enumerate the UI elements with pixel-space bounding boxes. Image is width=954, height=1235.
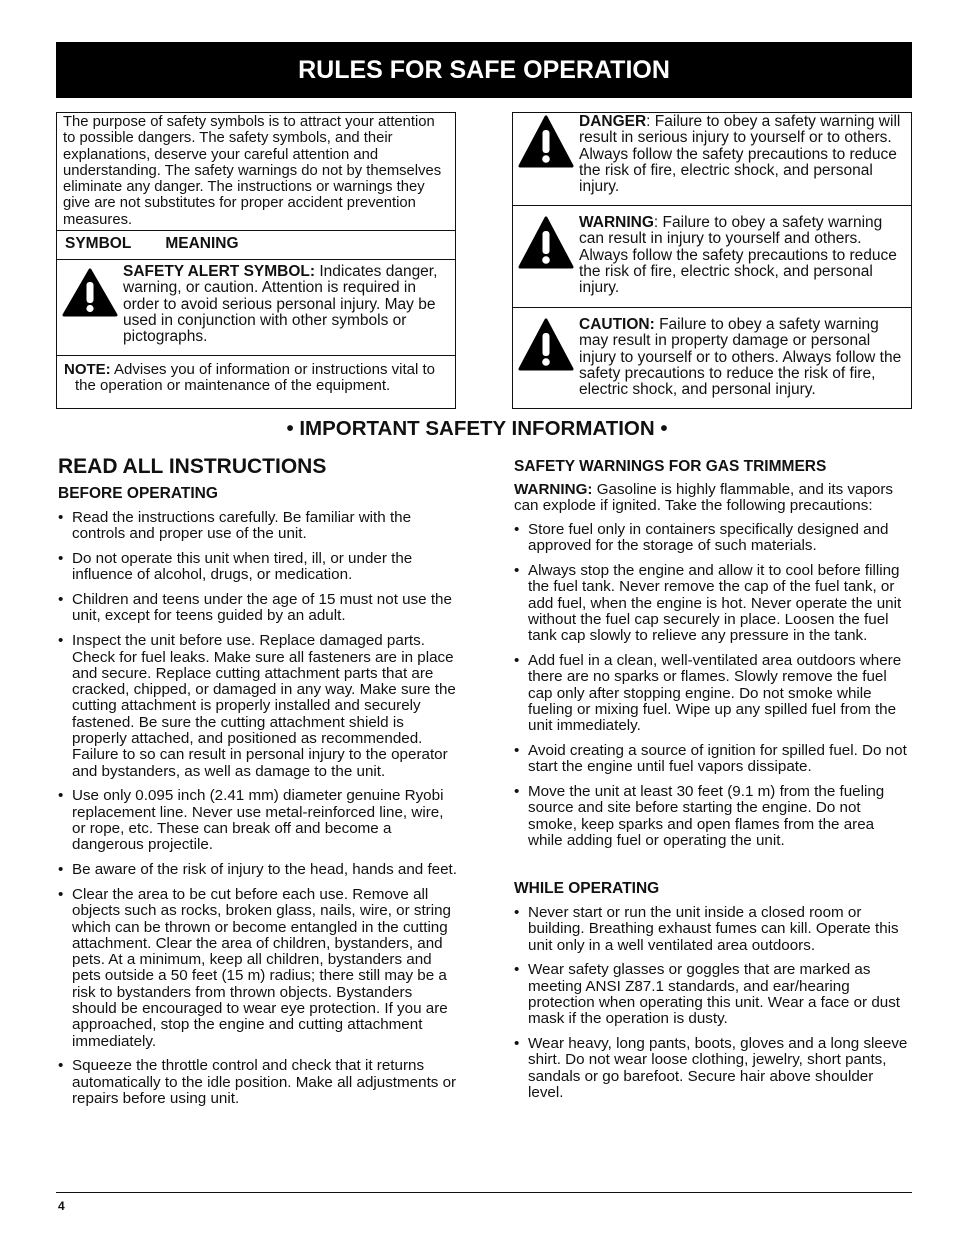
list-item: • Be aware of the risk of injury to the head, hands and feet. xyxy=(58,862,458,878)
list-item: • Inspect the unit before use. Replace damaged parts. Check for fuel leaks. Make sure all fasteners are in place and secure. Replace cutting attachment parts that are cracked, chipped, or damaged in any way. Make sure the cutting attachment is properly installed and securely fastened. Be sure the cutting attachment shield is properly attached, and positioned as recommended. Failure to so can result in personal injury to the operator and bystanders, as well as damage to the unit. xyxy=(58,633,458,780)
col-symbol: SYMBOL xyxy=(65,235,132,252)
before-operating-heading: BEFORE OPERATING xyxy=(58,485,218,502)
caution-label: CAUTION: xyxy=(579,316,655,333)
warning-alert-icon xyxy=(513,206,579,307)
warning-row xyxy=(513,205,911,307)
list-item: • Squeeze the throttle control and check that it returns automatically to the idle position. Make all adjustments or repairs before using unit. xyxy=(58,1058,458,1107)
note-label: NOTE: xyxy=(64,361,111,378)
while-operating-list xyxy=(514,905,912,1110)
symbol-table-header xyxy=(57,230,455,259)
warning-label: WARNING xyxy=(579,214,654,231)
list-item: • Wear heavy, long pants, boots, gloves and a long sleeve shirt. Do not wear loose clothing, jewelry, short pants, sandals or go barefoot. Secure hair above shoulder level. xyxy=(514,1036,912,1101)
danger-row xyxy=(513,113,911,205)
caution-alert-icon xyxy=(513,308,579,408)
warning-sep: : xyxy=(653,214,659,231)
list-item: • Never start or run the unit inside a closed room or building. Breathing exhaust fumes can kill. Operate this unit only in a well ventilated area outdoors. xyxy=(514,905,912,954)
col-meaning: MEANING xyxy=(165,235,239,252)
danger-alert-icon xyxy=(513,113,579,205)
list-item: • Wear safety glasses or goggles that are marked as meeting ANSI Z87.1 standards, and ear/hearing protection when operating this unit. Wear a face or dust mask if the operation is dusty. xyxy=(514,962,912,1027)
list-item: • Do not operate this unit when tired, ill, or under the influence of alcohol, drugs, or medication. xyxy=(58,551,458,584)
note-row xyxy=(57,355,455,409)
fuel-safety-list xyxy=(514,522,912,858)
list-item: • Read the instructions carefully. Be familiar with the controls and proper use of the unit. xyxy=(58,510,458,543)
signal-word-table xyxy=(512,112,912,409)
before-operating-list xyxy=(58,510,458,1116)
caution-row xyxy=(513,307,911,408)
page-banner xyxy=(56,42,912,98)
warning-meaning xyxy=(579,206,905,307)
alert-row xyxy=(57,259,455,355)
page-number: 4 xyxy=(58,1199,65,1213)
safety-alert-icon xyxy=(57,260,123,355)
danger-meaning xyxy=(579,113,905,205)
read-all-instructions-heading: READ ALL INSTRUCTIONS xyxy=(58,455,327,478)
list-item: • Avoid creating a source of ignition for spilled fuel. Do not start the engine until fuel vapors dissipate. xyxy=(514,743,912,776)
list-item: • Store fuel only in containers specifically designed and approved for the storage of such materials. xyxy=(514,522,912,555)
symbol-table xyxy=(56,112,456,409)
list-item: • Use only 0.095 inch (2.41 mm) diameter genuine Ryobi replacement line. Never use metal-reinforced line, wire, or rope, etc. These can break off and become a dangerous projectile. xyxy=(58,788,458,853)
warning-text: Failure to obey a safety warning can result in injury to yourself and others. Always follow the safety precautions to reduce the risk of fire, electric shock, and personal injury. xyxy=(579,214,897,297)
note-text: Advises you of information or instructions vital to the operation or maintenance of the equipment. xyxy=(75,361,435,395)
danger-text: Failure to obey a safety warning will result in serious injury to yourself or to others. Always follow the safety precautions to reduce the risk of fire, electric shock, and personal injury. xyxy=(579,113,901,196)
important-safety-heading: • IMPORTANT SAFETY INFORMATION • xyxy=(286,417,668,440)
gasoline-warning-label: WARNING: xyxy=(514,481,593,498)
list-item: • Children and teens under the age of 15 must not use the unit, except for teens guided by an adult. xyxy=(58,592,458,625)
caution-meaning xyxy=(579,308,905,408)
while-operating-heading: WHILE OPERATING xyxy=(514,880,660,897)
gasoline-warning xyxy=(514,482,912,515)
alert-text: Indicates danger, warning, or caution. Attention is required in order to avoid serious personal injury. May be used in conjunction with other symbols or pictographs. xyxy=(123,263,438,346)
gasoline-warning-text: Gasoline is highly flammable, and its vapors can explode if ignited. Take the following precautions: xyxy=(514,481,894,515)
symbol-intro: The purpose of safety symbols is to attract your attention to possible dangers. The safety symbols, and their explanations, deserve your careful attention and understanding. The safety warnings do not by themselves eliminate any danger. The instructions or warnings they give are not substitutes for proper accident prevention measures. xyxy=(63,114,442,228)
footer-divider xyxy=(56,1192,912,1193)
list-item: • Always stop the engine and allow it to cool before filling the fuel tank. Never remove the cap of the fuel tank, or add fuel, when the engine is hot. Never operate the unit without the fuel cap securely in place. Loosen the fuel tank cap slowly to relieve any pressure in the tank. xyxy=(514,563,912,644)
banner-title: RULES FOR SAFE OPERATION xyxy=(298,55,670,84)
gas-trimmer-warnings-heading: SAFETY WARNINGS FOR GAS TRIMMERS xyxy=(514,458,827,475)
alert-meaning xyxy=(123,260,451,355)
danger-sep: : xyxy=(646,113,651,130)
caution-text: Failure to obey a safety warning may result in property damage or personal injury to yourself or to others. Always follow the safety precautions to reduce the risk of fire, electric shock, and personal injury. xyxy=(579,316,902,399)
list-item: • Add fuel in a clean, well-ventilated area outdoors where there are no sparks or flames. Slowly remove the fuel cap only after stopping engine. Do not smoke while fueling or mixing fuel. Wipe up any spilled fuel from the unit immediately. xyxy=(514,653,912,734)
alert-label: SAFETY ALERT SYMBOL: xyxy=(123,263,316,280)
list-item: • Clear the area to be cut before each use. Remove all objects such as rocks, broken glass, nails, wire, or string which can be thrown or become entangled in the cutting attachment. Clear the area of children, bystanders, and pets. At a minimum, keep all children, bystanders and pets outside a 50 feet (15 m) radius; there still may be a risk to bystanders from thrown objects. Bystanders should be encouraged to wear eye protection. If you are approached, stop the engine and cutting attachment immediately. xyxy=(58,887,458,1050)
list-item: • Move the unit at least 30 feet (9.1 m) from the fueling source and site before starting the engine. Do not smoke, keep sparks and open flames from the area while adding fuel or operating the unit. xyxy=(514,784,912,849)
danger-label: DANGER xyxy=(579,113,647,130)
